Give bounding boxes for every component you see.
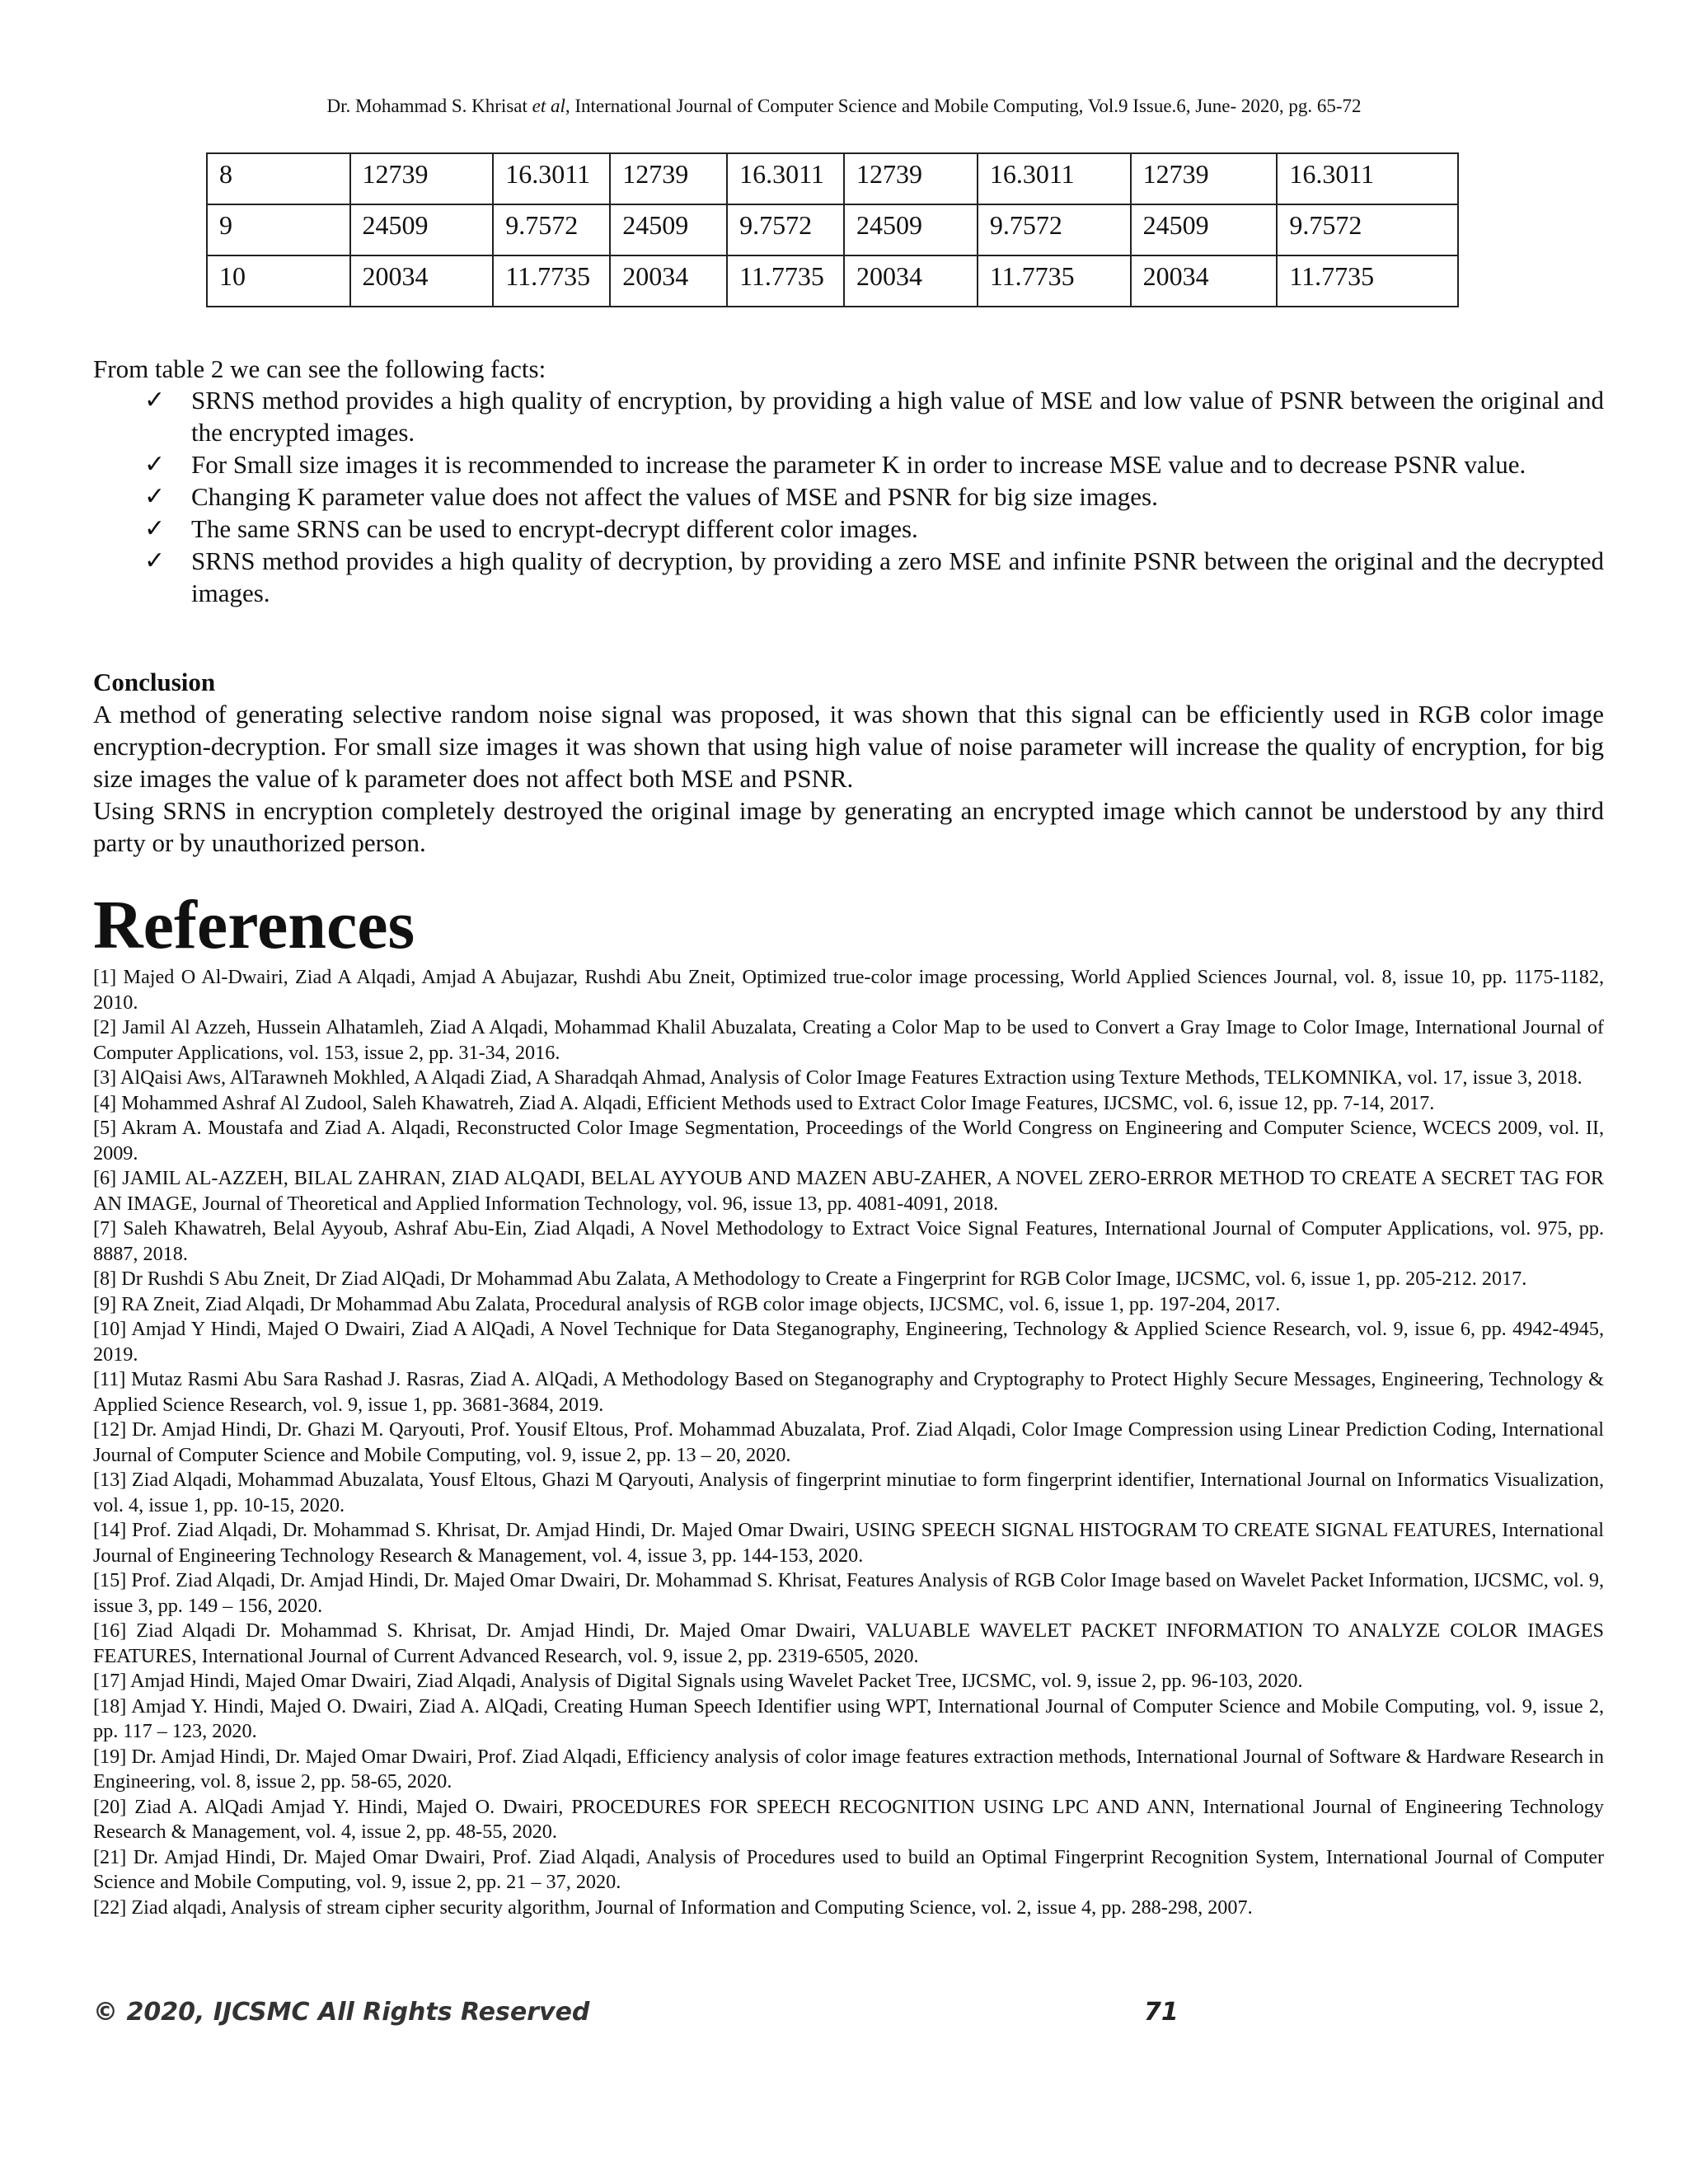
fact-item [93, 513, 1604, 545]
table-cell: 11.7735 [978, 255, 1131, 307]
reference-item: [8] Dr Rushdi S Abu Zneit, Dr Ziad AlQadi, Dr Mohammad Abu Zalata, A Methodology to Create a Fingerprint for RGB Color Image, IJCSMC, vol. 6, issue 1, pp. 205-212. 2017. [93, 1268, 1527, 1290]
table-cell: 11.7735 [493, 255, 610, 307]
reference-item: [10] Amjad Y Hindi, Majed O Dwairi, Ziad A AlQadi, A Novel Technique for Data Steganography, Engineering, Technology & Applied Science Research, vol. 9, issue 6, pp. 4942-4945, 2019. [93, 1318, 1604, 1366]
table-cell: 16.3011 [1277, 153, 1458, 204]
table-cell: 20034 [844, 255, 978, 307]
table-cell: 12739 [844, 153, 978, 204]
reference-item: [6] JAMIL AL-AZZEH, BILAL ZAHRAN, ZIAD ALQADI, BELAL AYYOUB AND MAZEN ABU-ZAHER, A NOVEL ZERO-ERROR METHOD TO CREATE A SECRET TAG FOR AN IMAGE, Journal of Theoretical and Applied Information Technology, vol. 96, issue 13, pp. 4081-4091, 2018. [93, 1167, 1604, 1215]
table-cell: 9.7572 [1277, 204, 1458, 255]
reference-item: [5] Akram A. Moustafa and Ziad A. Alqadi, Reconstructed Color Image Segmentation, Proceedings of the World Congress on Engineering and Computer Science, WCECS 2009, vol. II, 2009. [93, 1117, 1604, 1165]
header-journal: , International Journal of Computer Science and Mobile Computing, Vol.9 Issue.6, June- 2020, pg. 65-72 [565, 96, 1362, 116]
reference-item: [3] AlQaisi Aws, AlTarawneh Mokhled, A Alqadi Ziad, A Sharadqah Ahmad, Analysis of Color Image Features Extraction using Texture Methods, TELKOMNIKA, vol. 17, issue 3, 2018. [93, 1066, 1582, 1089]
reference-item: [19] Dr. Amjad Hindi, Dr. Majed Omar Dwairi, Prof. Ziad Alqadi, Efficiency analysis of color image features extraction methods, International Journal of Software & Hardware Research in Engineering, vol. 8, issue 2, pp. 58-65, 2020. [93, 1745, 1604, 1793]
reference-item: [7] Saleh Khawatreh, Belal Ayyoub, Ashraf Abu-Ein, Ziad Alqadi, A Novel Methodology to Extract Voice Signal Features, International Journal of Computer Applications, vol. 975, pp. 8887, 2018. [93, 1217, 1604, 1265]
fact-text: SRNS method provides a high quality of encryption, by providing a high value of MSE and low value of PSNR between the original and the encrypted images. [191, 386, 1604, 447]
fact-text: The same SRNS can be used to encrypt-decrypt different color images. [191, 514, 918, 543]
table-cell: 20034 [1131, 255, 1278, 307]
table-cell: 16.3011 [727, 153, 844, 204]
reference-item: [20] Ziad A. AlQadi Amjad Y. Hindi, Majed O. Dwairi, PROCEDURES FOR SPEECH RECOGNITION USING LPC AND ANN, International Journal of Engineering Technology Research & Management, vol. 4, issue 2, pp. 48-55, 2020. [93, 1795, 1604, 1843]
table-row [207, 204, 1458, 255]
table-cell: 16.3011 [493, 153, 610, 204]
table-cell: 24509 [844, 204, 978, 255]
reference-item: [22] Ziad alqadi, Analysis of stream cipher security algorithm, Journal of Information and Computing Science, vol. 2, issue 4, pp. 288-298, 2007. [93, 1896, 1253, 1919]
results-table-body [207, 153, 1458, 307]
fact-item [93, 545, 1604, 609]
reference-item: [14] Prof. Ziad Alqadi, Dr. Mohammad S. Khrisat, Dr. Amjad Hindi, Dr. Majed Omar Dwairi, USING SPEECH SIGNAL HISTOGRAM TO CREATE SIGNAL FEATURES, International Journal of Engineering Technology Research & Management, vol. 4, issue 3, pp. 144-153, 2020. [93, 1519, 1604, 1567]
reference-item: [1] Majed O Al-Dwairi, Ziad A Alqadi, Amjad A Abujazar, Rushdi Abu Zneit, Optimized true-color image processing, World Applied Sciences Journal, vol. 8, issue 10, pp. 1175-1182, 2010. [93, 966, 1604, 1014]
fact-item [93, 480, 1604, 513]
table-cell: 9.7572 [727, 204, 844, 255]
reference-item: [21] Dr. Amjad Hindi, Dr. Majed Omar Dwairi, Prof. Ziad Alqadi, Analysis of Procedures used to build an Optimal Fingerprint Recognition System, International Journal of Computer Science and Mobile Computing, vol. 9, issue 2, pp. 21 – 37, 2020. [93, 1845, 1604, 1893]
references-list [93, 965, 1604, 1920]
table-cell: 24509 [1131, 204, 1278, 255]
fact-item [93, 384, 1604, 448]
table-cell: 24509 [610, 204, 727, 255]
checkmark-icon: ✓ [144, 546, 166, 575]
reference-item: [12] Dr. Amjad Hindi, Dr. Ghazi M. Qaryouti, Prof. Yousif Eltous, Prof. Mohammad Abuzalata, Prof. Ziad Alqadi, Color Image Compression using Linear Prediction Coding, International Journal of Computer Science and Mobile Computing, vol. 9, issue 2, pp. 13 – 20, 2020. [93, 1418, 1604, 1466]
running-header [0, 94, 1688, 119]
references-heading: References [93, 887, 415, 963]
footer-copyright: © 2020, IJCSMC All Rights Reserved [93, 1998, 590, 2027]
reference-item: [15] Prof. Ziad Alqadi, Dr. Amjad Hindi, Dr. Majed Omar Dwairi, Dr. Mohammad S. Khrisat, Features Analysis of RGB Color Image based on Wavelet Packet Information, IJCSMC, vol. 9, issue 3, pp. 149 – 156, 2020. [93, 1569, 1604, 1617]
table-cell: 8 [207, 153, 350, 204]
fact-item [93, 448, 1604, 480]
checkmark-icon: ✓ [144, 514, 166, 543]
fact-text: Changing K parameter value does not affect the values of MSE and PSNR for big size images. [191, 482, 1158, 511]
facts-list [93, 384, 1604, 609]
conclusion-heading: Conclusion [93, 668, 216, 696]
table-cell: 11.7735 [727, 255, 844, 307]
facts-intro: From table 2 we can see the following facts: [93, 354, 546, 383]
reference-item: [18] Amjad Y. Hindi, Majed O. Dwairi, Ziad A. AlQadi, Creating Human Speech Identifier using WPT, International Journal of Computer Science and Mobile Computing, vol. 9, issue 2, pp. 117 – 123, 2020. [93, 1694, 1604, 1742]
reference-item: [13] Ziad Alqadi, Mohammad Abuzalata, Yousf Eltous, Ghazi M Qaryouti, Analysis of fingerprint minutiae to form fingerprint identifier, International Journal on Informatics Visualization, vol. 4, issue 1, pp. 10-15, 2020. [93, 1469, 1604, 1516]
reference-item: [17] Amjad Hindi, Majed Omar Dwairi, Ziad Alqadi, Analysis of Digital Signals using Wavelet Packet Tree, IJCSMC, vol. 9, issue 2, pp. 96-103, 2020. [93, 1670, 1303, 1692]
reference-item: [9] RA Zneit, Ziad Alqadi, Dr Mohammad Abu Zalata, Procedural analysis of RGB color image objects, IJCSMC, vol. 6, issue 1, pp. 197-204, 2017. [93, 1292, 1281, 1315]
table-row [207, 153, 1458, 204]
table-cell: 12739 [350, 153, 494, 204]
checkmark-icon: ✓ [144, 386, 166, 415]
checkmark-icon: ✓ [144, 482, 166, 511]
conclusion-body [93, 698, 1604, 859]
reference-item: [4] Mohammed Ashraf Al Zudool, Saleh Khawatreh, Ziad A. Alqadi, Efficient Methods used to Extract Color Image Features, IJCSMC, vol. 6, issue 12, pp. 7-14, 2017. [93, 1091, 1435, 1114]
table-row [207, 255, 1458, 307]
conclusion-paragraph: Using SRNS in encryption completely destroyed the original image by generating an encrypted image which cannot be understood by any third party or by unauthorized person. [93, 796, 1604, 857]
table-cell: 24509 [350, 204, 494, 255]
header-authors: Dr. Mohammad S. Khrisat [326, 96, 532, 116]
fact-text: SRNS method provides a high quality of decryption, by providing a zero MSE and infinite PSNR between the original and the decrypted images. [191, 546, 1604, 607]
fact-text: For Small size images it is recommended to increase the parameter K in order to increase MSE value and to decrease PSNR value. [191, 450, 1526, 479]
table-cell: 9 [207, 204, 350, 255]
table-cell: 20034 [610, 255, 727, 307]
header-et-al: et al [532, 96, 565, 116]
table-cell: 10 [207, 255, 350, 307]
table-cell: 12739 [1131, 153, 1278, 204]
table-cell: 11.7735 [1277, 255, 1458, 307]
table-cell: 12739 [610, 153, 727, 204]
reference-item: [2] Jamil Al Azzeh, Hussein Alhatamleh, Ziad A Alqadi, Mohammad Khalil Abuzalata, Creating a Color Map to be used to Convert a Gray Image to Color Image, International Journal of Computer Applications, vol. 153, issue 2, pp. 31-34, 2016. [93, 1016, 1604, 1064]
results-table [206, 152, 1459, 307]
table-cell: 16.3011 [978, 153, 1131, 204]
reference-item: [11] Mutaz Rasmi Abu Sara Rashad J. Rasras, Ziad A. AlQadi, A Methodology Based on Steganography and Cryptography to Protect Highly Secure Messages, Engineering, Technology & Applied Science Research, vol. 9, issue 1, pp. 3681-3684, 2019. [93, 1368, 1604, 1416]
conclusion-paragraph: A method of generating selective random noise signal was proposed, it was shown that this signal can be efficiently used in RGB color image encryption-decryption. For small size images it was shown that using high value of noise parameter will increase the quality of encryption, for big size images the value of k parameter does not affect both MSE and PSNR. [93, 700, 1604, 793]
table-cell: 9.7572 [978, 204, 1131, 255]
checkmark-icon: ✓ [144, 450, 166, 479]
reference-item: [16] Ziad Alqadi Dr. Mohammad S. Khrisat, Dr. Amjad Hindi, Dr. Majed Omar Dwairi, VALUABLE WAVELET PACKET INFORMATION TO ANALYZE COLOR IMAGES FEATURES, International Journal of Current Advanced Research, vol. 9, issue 2, pp. 2319-6505, 2020. [93, 1619, 1604, 1667]
footer-page-number: 71 [1144, 1998, 1179, 2027]
table-cell: 9.7572 [493, 204, 610, 255]
table-cell: 20034 [350, 255, 494, 307]
